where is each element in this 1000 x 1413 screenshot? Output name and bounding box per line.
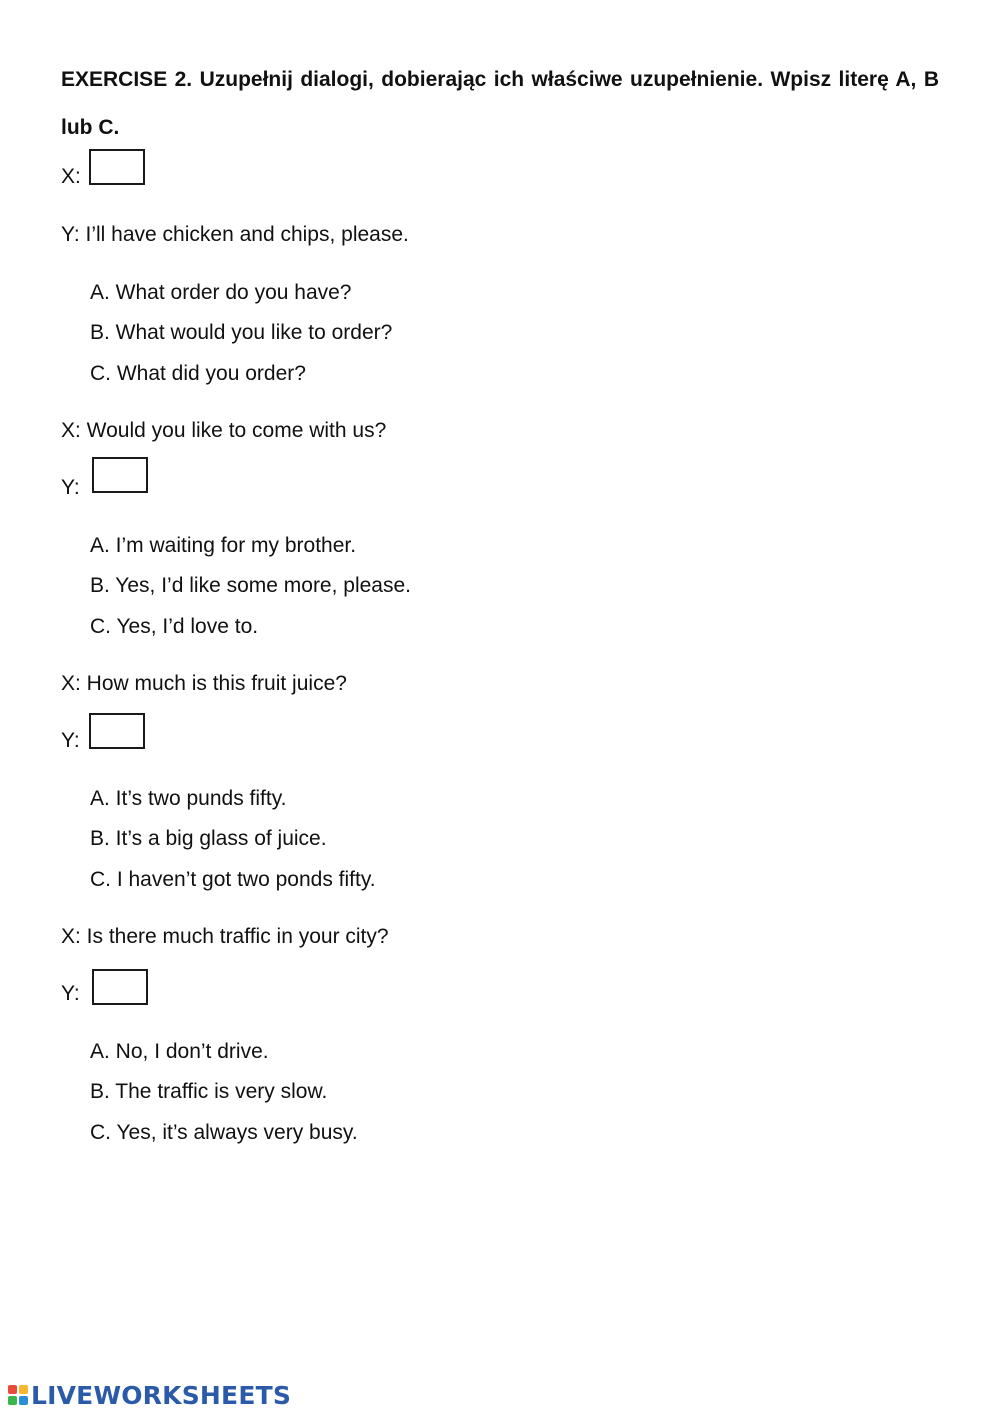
- dialogue-1-option-c: C. What did you order?: [90, 362, 306, 385]
- dialogue-2-option-a: A. I’m waiting for my brother.: [90, 534, 357, 557]
- dialogue-2-line-y: Y:: [61, 476, 80, 499]
- dialogue-1-line-x: X:: [61, 165, 81, 188]
- liveworksheets-logo-icon: [8, 1385, 28, 1405]
- dialogue-3-option-a: A. It’s two punds fifty.: [90, 787, 287, 810]
- dialogue-4-option-c: C. Yes, it’s always very busy.: [90, 1121, 358, 1144]
- dialogue-2-option-b: B. Yes, I’d like some more, please.: [90, 574, 411, 597]
- dialogue-3-option-c: C. I haven’t got two ponds fifty.: [90, 868, 376, 891]
- dialogue-1-answer-box[interactable]: [89, 149, 145, 185]
- dialogue-3-answer-box[interactable]: [89, 713, 145, 749]
- dialogue-3-option-b: B. It’s a big glass of juice.: [90, 827, 327, 850]
- liveworksheets-brand: LIVEWORKSHEETS: [31, 1380, 292, 1410]
- dialogue-3-line-x: X: How much is this fruit juice?: [61, 672, 347, 695]
- exercise-heading: EXERCISE 2. Uzupełnij dialogi, dobierając ich właściwe uzupełnienie. Wpisz literę A, B lub C.: [61, 68, 939, 139]
- dialogue-4-line-x: X: Is there much traffic in your city?: [61, 925, 389, 948]
- liveworksheets-footer: [8, 1380, 291, 1410]
- dialogue-2-line-x: X: Would you like to come with us?: [61, 419, 387, 442]
- dialogue-2-option-c: C. Yes, I’d love to.: [90, 615, 259, 638]
- dialogue-4-option-a: A. No, I don’t drive.: [90, 1040, 269, 1063]
- dialogue-1-option-a: A. What order do you have?: [90, 281, 352, 304]
- dialogue-1-option-b: B. What would you like to order?: [90, 321, 393, 344]
- dialogue-2-answer-box[interactable]: [92, 457, 148, 493]
- dialogue-3-line-y: Y:: [61, 729, 80, 752]
- dialogue-4-line-y: Y:: [61, 982, 80, 1005]
- dialogue-4-option-b: B. The traffic is very slow.: [90, 1080, 328, 1103]
- dialogue-1-line-y: Y: I’ll have chicken and chips, please.: [61, 223, 409, 246]
- dialogue-4-answer-box[interactable]: [92, 969, 148, 1005]
